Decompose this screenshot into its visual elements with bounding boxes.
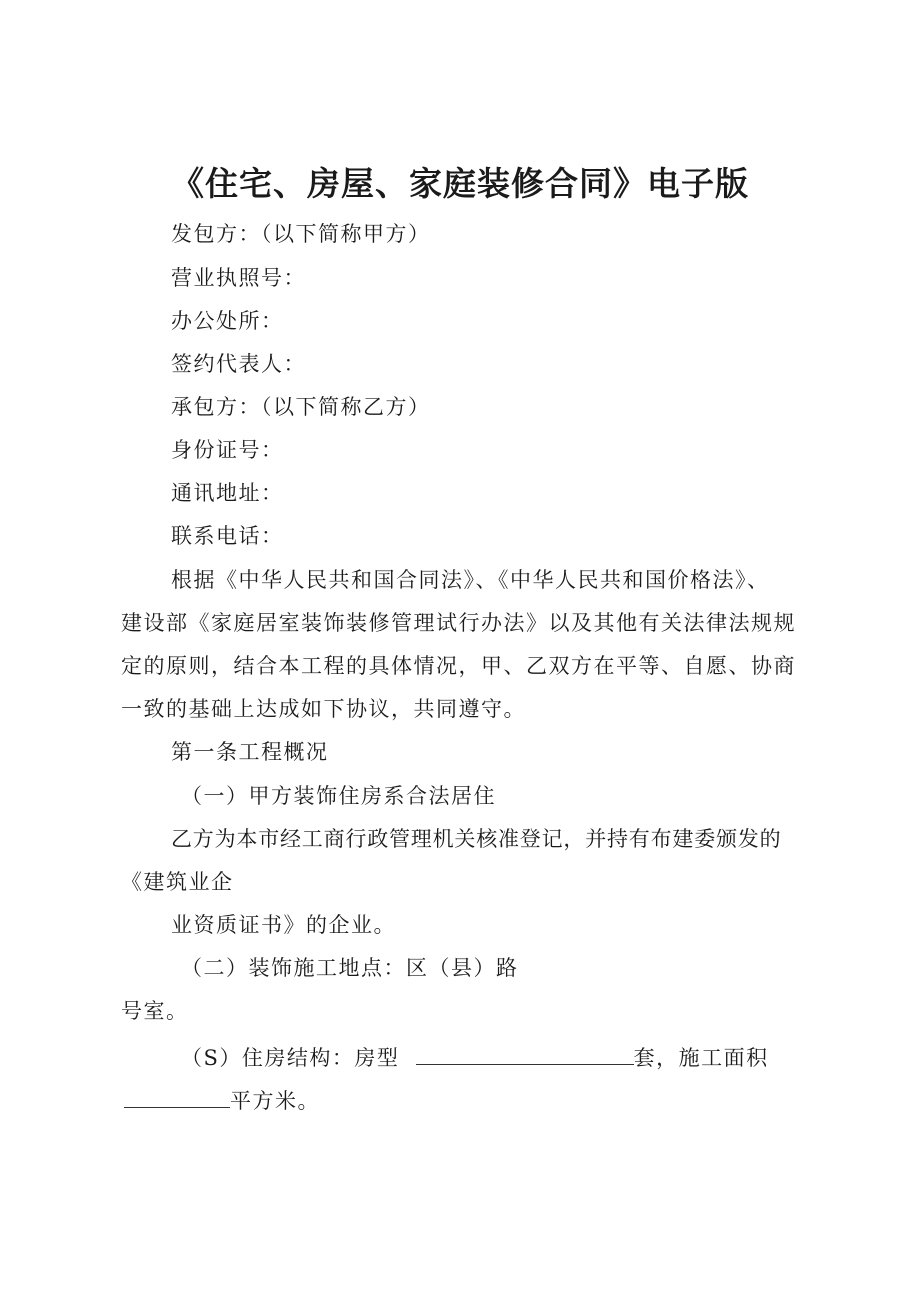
article1-item3: [181, 1040, 769, 1073]
field-contractee: 承包方：（以下简称乙方）: [171, 395, 431, 419]
item3-suffix: 平方米。: [230, 1089, 320, 1113]
area-blank[interactable]: [124, 1083, 230, 1108]
field-phone: 联系电话：: [171, 524, 284, 548]
document-title: 《住宅、房屋、家庭装修合同》电子版: [171, 164, 749, 203]
field-id-number: 身份证号：: [171, 438, 284, 462]
item3-mid: 套，施工面积: [633, 1046, 769, 1070]
article1-item3-line2: [124, 1083, 320, 1116]
preamble-line-1: 根据《中华人民共和国合同法》、《中华人民共和国价格法》、: [171, 568, 770, 592]
field-address: 通讯地址：: [171, 481, 284, 505]
article1-heading: 第一条工程概况: [171, 740, 329, 764]
article1-item1-line4: 业资质证书》的企业。: [171, 913, 396, 937]
field-office: 办公处所：: [171, 309, 284, 333]
preamble-line-3: 定的原则，结合本工程的具体情况，甲、乙双方在平等、自愿、协商: [121, 654, 796, 678]
article1-item2-line2: 号室。: [121, 999, 189, 1023]
article1-item1: （一）甲方装饰住房系合法居住: [181, 784, 496, 808]
preamble-line-4: 一致的基础上达成如下协议，共同遵守。: [121, 697, 526, 721]
preamble-line-2: 建设部《家庭居室装饰装修管理试行办法》以及其他有关法律法规规: [121, 611, 796, 635]
field-contractor: 发包方：（以下简称甲方）: [171, 222, 431, 246]
room-type-blank[interactable]: [416, 1040, 634, 1065]
item3-prefix: （S）住房结构：房型: [181, 1046, 400, 1070]
article1-item1-line2: 乙方为本市经工商行政管理机关核准登记，并持有布建委颁发的: [171, 827, 782, 851]
article1-item2: （二）装饰施工地点：区（县）路: [181, 956, 519, 980]
field-representative: 签约代表人：: [171, 352, 306, 376]
field-license: 营业执照号：: [171, 266, 306, 290]
article1-item1-line3: 《建筑业企: [121, 870, 234, 894]
